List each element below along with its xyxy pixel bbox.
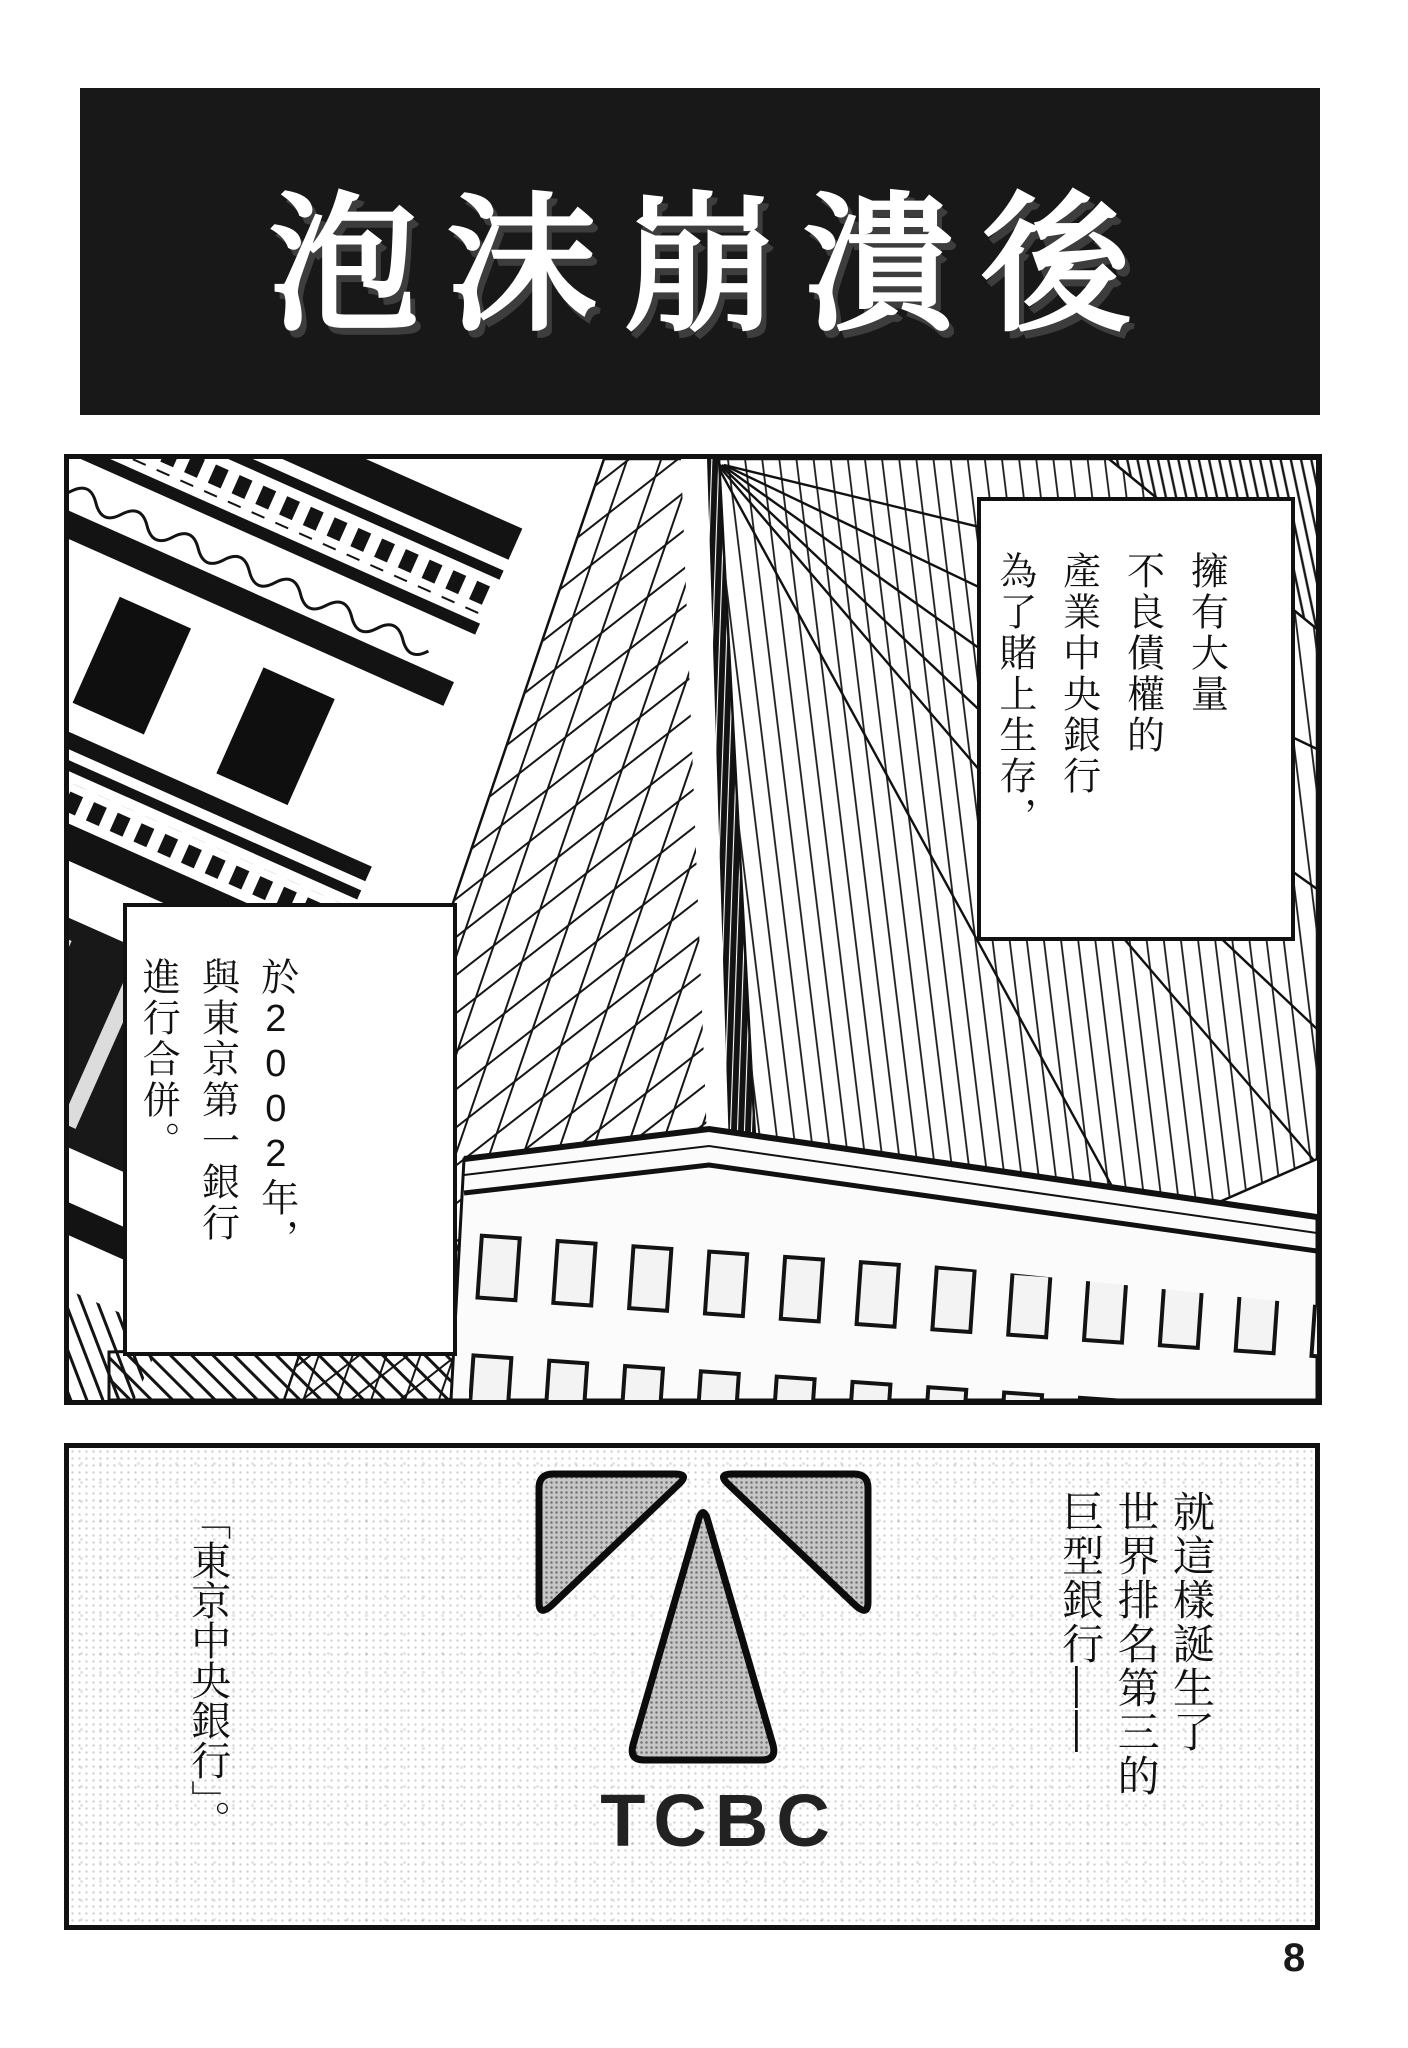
narration-left	[181, 1500, 234, 1920]
caption-column: 於2002年，	[254, 957, 297, 1260]
caption-column: 擁有大量	[1184, 551, 1227, 715]
logo-right-wing	[723, 1474, 868, 1610]
narration-column: 巨型銀行——	[1057, 1490, 1105, 1754]
caption-column: 進行合併。	[136, 957, 179, 1162]
tcbc-logo-icon	[509, 1460, 929, 1770]
narration-column: 「東京中央銀行」。	[185, 1500, 230, 1840]
page-number: 8	[1283, 1936, 1306, 1980]
caption-column: 為了賭上生存，	[992, 551, 1035, 838]
caption-column: 產業中央銀行	[1056, 551, 1099, 797]
chapter-title: 泡沫崩潰後	[268, 180, 1159, 349]
narration-column: 就這樣誕生了	[1168, 1490, 1215, 1754]
caption-column: 不良債權的	[1120, 551, 1163, 756]
tcbc-logo-label: TCBC	[600, 1779, 838, 1862]
title-panel	[80, 88, 1320, 415]
logo-left-wing	[539, 1474, 684, 1610]
logo-arrow	[632, 1513, 774, 1761]
caption-text	[127, 957, 305, 1352]
caption-text	[981, 551, 1236, 937]
caption-box-merger	[123, 903, 457, 1356]
city-panel	[64, 454, 1322, 1405]
narration-column: 世界排名第三的	[1112, 1490, 1160, 1798]
narration-right	[1053, 1490, 1219, 1920]
caption-box-bank	[977, 497, 1295, 941]
tcbc-panel	[64, 1443, 1320, 1930]
caption-column: 與東京第一銀行	[195, 957, 238, 1244]
